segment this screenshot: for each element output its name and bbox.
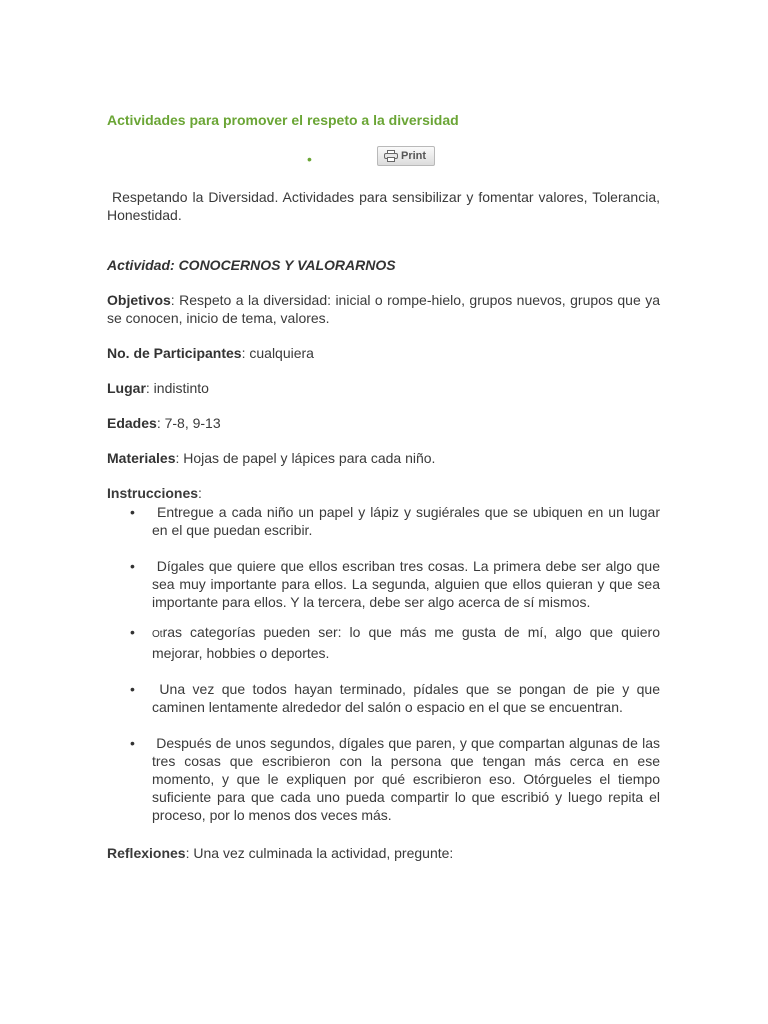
instructions-list <box>107 503 660 824</box>
instructions-colon: : <box>198 485 202 501</box>
list-item: • Después de unos segundos, dígales que paren, y que compartan algunas de las tres cosas que escribieron con la persona que tengan más cerca en ese momento, y que le expliquen por qué escribieron eso. Otórgueles el tiempo suficiente para que cada uno pueda compartir lo que escribió y luego repita el proceso, por lo menos dos veces más. <box>152 734 660 824</box>
field-value: : Hojas de papel y lápices para cada niño. <box>175 450 436 466</box>
field-value: : 7-8, 9-13 <box>156 415 221 431</box>
field-label: Reflexiones <box>107 845 186 861</box>
step-text: ras categorías pueden ser: lo que más me gusta de mí, algo que quiero mejorar, hobbies o deportes. <box>152 624 660 661</box>
list-item: • Una vez que todos hayan terminado, pídales que se pongan de pie y que caminen lentamente alrededor del salón o espacio en el que se encuentran. <box>152 680 660 716</box>
instructions-label: Instrucciones <box>107 485 199 501</box>
field-label: Objetivos <box>107 292 171 308</box>
field-value: : Una vez culminada la actividad, pregunte: <box>185 845 454 861</box>
document-title: Actividades para promover el respeto a la diversidad <box>107 112 459 128</box>
field-edades <box>107 414 660 432</box>
green-dot-icon: • <box>307 151 312 167</box>
field-reflexiones <box>107 844 660 862</box>
printer-icon <box>384 150 398 162</box>
field-value: : cualquiera <box>241 345 314 361</box>
print-button[interactable] <box>377 146 435 166</box>
activity-title: Actividad: CONOCERNOS Y VALORARNOS <box>107 257 396 273</box>
field-label: Edades <box>107 415 157 431</box>
field-materiales <box>107 449 660 467</box>
instructions-heading <box>107 484 660 502</box>
step-prefix: Ot <box>152 629 163 640</box>
list-item: • Dígales que quiere que ellos escriban tres cosas. La primera debe ser algo que sea muy importante para ellos. La segunda, alguien que ellos quieran y que sea importante para ellos. Y la tercera, debe ser algo acerca de sí mismos. <box>152 557 660 611</box>
print-button-label: Print <box>401 150 427 162</box>
list-item: • Entregue a cada niño un papel y lápiz y sugiérales que se ubiquen en un lugar en el que puedan escribir. <box>152 503 660 539</box>
print-row <box>107 146 660 176</box>
document-page <box>107 110 660 862</box>
field-label: No. de Participantes <box>107 345 242 361</box>
field-value: : Respeto a la diversidad: inicial o rompe-hielo, grupos nuevos, grupos que ya se conocen, inicio de tema, valores. <box>107 292 660 326</box>
field-label: Materiales <box>107 450 176 466</box>
field-participantes <box>107 344 660 362</box>
field-objetivos <box>107 291 660 327</box>
list-item <box>152 623 660 662</box>
field-value: : indistinto <box>145 380 209 396</box>
field-label: Lugar <box>107 380 146 396</box>
intro-paragraph: Respetando la Diversidad. Actividades para sensibilizar y fomentar valores, Tolerancia, Honestidad. <box>107 189 660 223</box>
field-lugar <box>107 379 660 397</box>
